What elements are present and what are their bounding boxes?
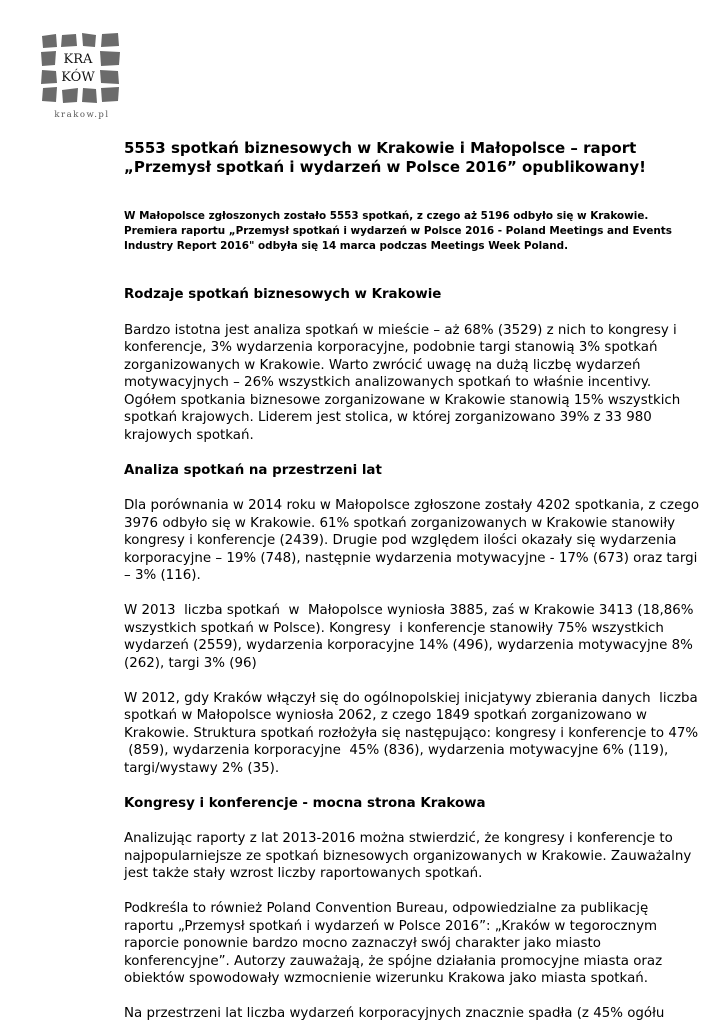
title-line: „Przemysł spotkań i wydarzeń w Polsce 2016” opublikowany! — [124, 158, 646, 176]
paragraph-line: zorganizowanych w Krakowie. Warto zwrócić uwagę na dużą liczbę wydarzeń — [124, 357, 641, 373]
lead-line: Industry Report 2016" odbyła się 14 marca podczas Meetings Week Poland. — [124, 240, 569, 252]
paragraph-line: konferencje, 3% wydarzenia korporacyjne, podobnie targi stanowią 3% spotkań — [124, 340, 658, 355]
paragraph-line: konferencyjne”. Autorzy zauważają, że spójne działania promocyjne miasta oraz — [124, 953, 663, 969]
paragraph-line: W 2012, gdy Kraków włączył się do ogólnopolskiej inicjatywy zbierania danych liczba — [124, 690, 698, 706]
paragraph-line: korporacyjne – 19% (748), następnie wydarzenia motywacyjne - 17% (673) oraz targi — [124, 550, 698, 566]
logo-url: krakow.pl — [54, 110, 110, 120]
paragraph-line: najpopularniejsze ze spotkań biznesowych organizowanych w Krakowie. Zauważalny — [124, 848, 692, 864]
paragraph-line: raportu „Przemysł spotkań i wydarzeń w Polsce 2016”: „Kraków w tegorocznym — [124, 918, 658, 934]
paragraph-line: 3976 odbyło się w Krakowie. 61% spotkań zorganizowanych w Krakowie stanowiły — [124, 515, 676, 531]
paragraph-line: spotkań w Małopolsce wyniosła 2062, z czego 1849 spotkań zorganizowano w — [124, 708, 647, 723]
paragraph-line: (859), wydarzenia korporacyjne 45% (836), wydarzenia motywacyjne 6% (119), — [124, 743, 669, 758]
lead-paragraph — [124, 209, 709, 254]
body-paragraph — [124, 602, 709, 672]
lead-line: Premiera raportu „Przemysł spotkań i wydarzeń w Polsce 2016 - Poland Meetings and Events — [124, 225, 672, 237]
paragraph-line: Krakowie. Struktura spotkań rozłożyła się następująco: kongresy i konferencje to 47% — [124, 725, 699, 741]
body-paragraph — [124, 900, 709, 988]
paragraph-line: wydarzeń (2559), wydarzenia korporacyjne 14% (496), wydarzenia motywacyjne 8% — [124, 638, 693, 653]
paragraph-line: Dla porównania w 2014 roku w Małopolsce zgłoszone zostały 4202 spotkania, z czego — [124, 498, 700, 513]
paragraph-line: targi/wystawy 2% (35). — [124, 760, 280, 776]
body-paragraph — [124, 1005, 709, 1023]
body-paragraph — [124, 322, 709, 445]
krakow-logo — [38, 30, 126, 122]
lead-line: W Małopolsce zgłoszonych zostało 5553 spotkań, z czego aż 5196 odbyło się w Krakowie. — [124, 210, 649, 222]
paragraph-line: Podkreśla to również Poland Convention Bureau, odpowiedzialne za publikację — [124, 901, 649, 916]
paragraph-line: Na przestrzeni lat liczba wydarzeń korporacyjnych znacznie spadła (z 45% ogółu — [124, 1006, 665, 1021]
paragraph-line: spotkań krajowych. Liderem jest stolica, w której zorganizowano 39% z 33 980 — [124, 410, 652, 425]
logo-text-kra: KRA — [63, 52, 93, 67]
paragraph-line: wszystkich spotkań w Polsce). Kongresy i konferencje stanowiły 75% wszystkich — [124, 620, 664, 636]
title-line: 5553 spotkań biznesowych w Krakowie i Małopolsce – raport — [124, 139, 637, 157]
paragraph-line: Analizując raporty z lat 2013-2016 można stwierdzić, że kongresy i konferencje to — [124, 831, 673, 846]
paragraph-line: motywacyjnych – 26% wszystkich analizowanych spotkań to właśnie incentivy. — [124, 375, 652, 390]
paragraph-line: (262), targi 3% (96) — [124, 655, 257, 671]
article — [124, 139, 709, 1023]
body-paragraph — [124, 830, 709, 883]
paragraph-line: Bardzo istotna jest analiza spotkań w mieście – aż 68% (3529) z nich to kongresy i — [124, 322, 677, 338]
paragraph-line: raporcie ponownie bardzo mocno zaznaczył swój charakter jako miasto — [124, 936, 601, 951]
paragraph-line: krajowych spotkań. — [124, 427, 254, 443]
section-heading: Rodzaje spotkań biznesowych w Krakowie — [124, 287, 442, 302]
paragraph-line: Ogółem spotkania biznesowe zorganizowane w Krakowie stanowią 15% wszystkich — [124, 392, 681, 408]
section-heading: Analiza spotkań na przestrzeni lat — [124, 462, 382, 478]
paragraph-line: jest także stały wzrost liczby raportowanych spotkań. — [124, 866, 483, 881]
page-title — [124, 139, 709, 177]
section-heading: Kongresy i konferencje - mocna strona Krakowa — [124, 795, 486, 811]
body-paragraph — [124, 497, 709, 585]
paragraph-line: kongresy i konferencje (2439). Drugie pod względem ilości okazały się wydarzenia — [124, 533, 677, 548]
sections — [124, 286, 709, 1023]
paragraph-line: obiektów spowodowały wzmocnienie wizerunku Krakowa jako miasta spotkań. — [124, 971, 649, 986]
paragraph-line: – 3% (116). — [124, 568, 201, 583]
body-paragraph — [124, 690, 709, 778]
logo-text-kow: KÓW — [61, 70, 95, 85]
paragraph-line: W 2013 liczba spotkań w Małopolsce wyniosła 3885, zaś w Krakowie 3413 (18,86% — [124, 603, 694, 618]
